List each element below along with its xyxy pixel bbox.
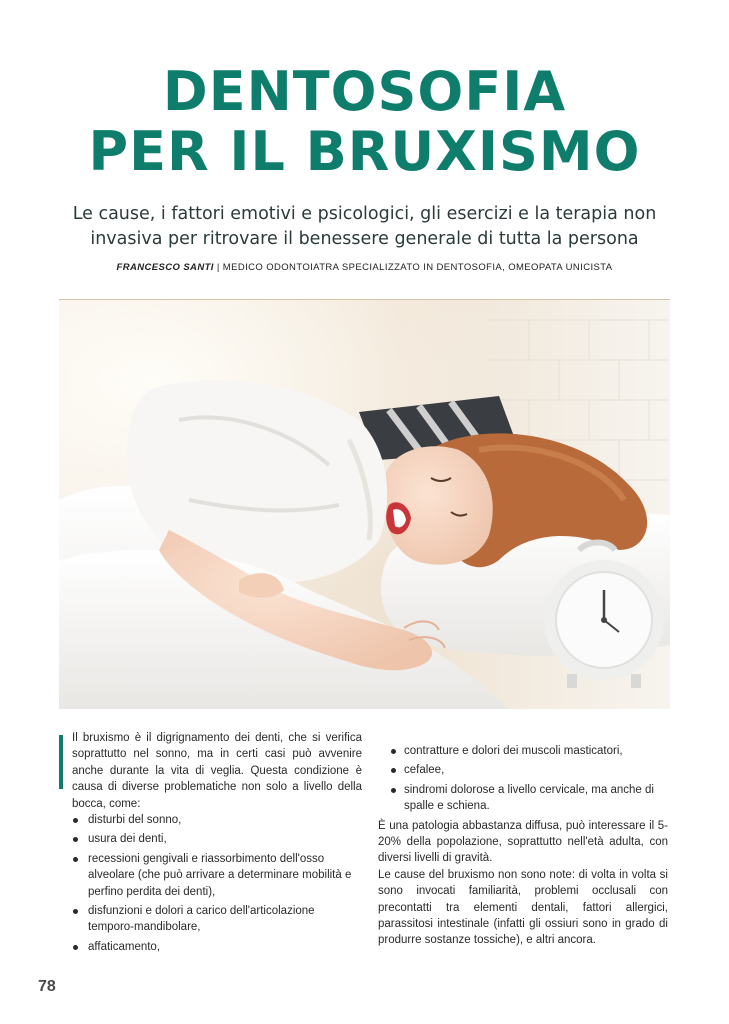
article-subtitle [40, 202, 689, 252]
sleeping-woman-illustration [59, 300, 670, 709]
list-item: affaticamento, [70, 939, 362, 955]
paragraph-causes: Le cause del bruxismo non sono note: di volta in volta si sono invocati familiarità, problemi occlusali con precontatti tra elementi dentali, fattori allergici, parassitosi intestinale (infatti gli ossiuri sono in grado di produrre sostanze tossiche), e altri ancora. [378, 868, 668, 947]
list-item: disfunzioni e dolori a carico dell'articolazione temporo-mandibolare, [70, 903, 362, 936]
dropcap-accent-bar [59, 735, 63, 789]
list-item: sindromi dolorose a livello cervicale, ma anche di spalle e schiena. [378, 782, 668, 815]
article-photo [59, 299, 670, 709]
column-right [378, 743, 668, 949]
article-title [0, 62, 729, 182]
list-item: recessioni gengivali e riassorbimento dell'osso alveolare (che può arrivare a determinare mobilità e perfino perdita dei denti), [70, 851, 362, 900]
symptom-list-left [70, 812, 362, 955]
intro-paragraph: Il bruxismo è il digrignamento dei denti, che si verifica soprattutto nel sonno, ma in certi casi può avvenire anche durante la vita di veglia. Questa condizione è causa di diverse problematiche non solo a livello della bocca, come: [72, 732, 362, 810]
paragraph-prevalence: È una patologia abbastanza diffusa, può interessare il 5-20% della popolazione, soprattutto nell'età adulta, con diversi livelli di gravità. [378, 819, 668, 865]
list-item: disturbi del sonno, [70, 812, 362, 828]
column-left [72, 730, 362, 958]
author-name: FRANCESCO SANTI [116, 262, 214, 273]
list-item: contratture e dolori dei muscoli masticatori, [378, 743, 668, 759]
author-separator: | [213, 262, 223, 273]
subtitle-line-1: Le cause, i fattori emotivi e psicologici, gli esercizi e la terapia non [72, 204, 657, 224]
list-item: usura dei denti, [70, 831, 362, 847]
subtitle-line-2: invasiva per ritrovare il benessere generale di tutta la persona [90, 229, 639, 249]
page-number: 78 [38, 978, 56, 995]
title-line-1: DENTOSOFIA [162, 60, 567, 123]
author-byline [0, 262, 729, 273]
title-line-2: PER IL BRUXISMO [88, 120, 641, 183]
list-item: cefalee, [378, 762, 668, 778]
symptom-list-right [378, 743, 668, 815]
author-role: MEDICO ODONTOIATRA SPECIALIZZATO IN DENTOSOFIA, OMEOPATA UNICISTA [222, 262, 613, 273]
